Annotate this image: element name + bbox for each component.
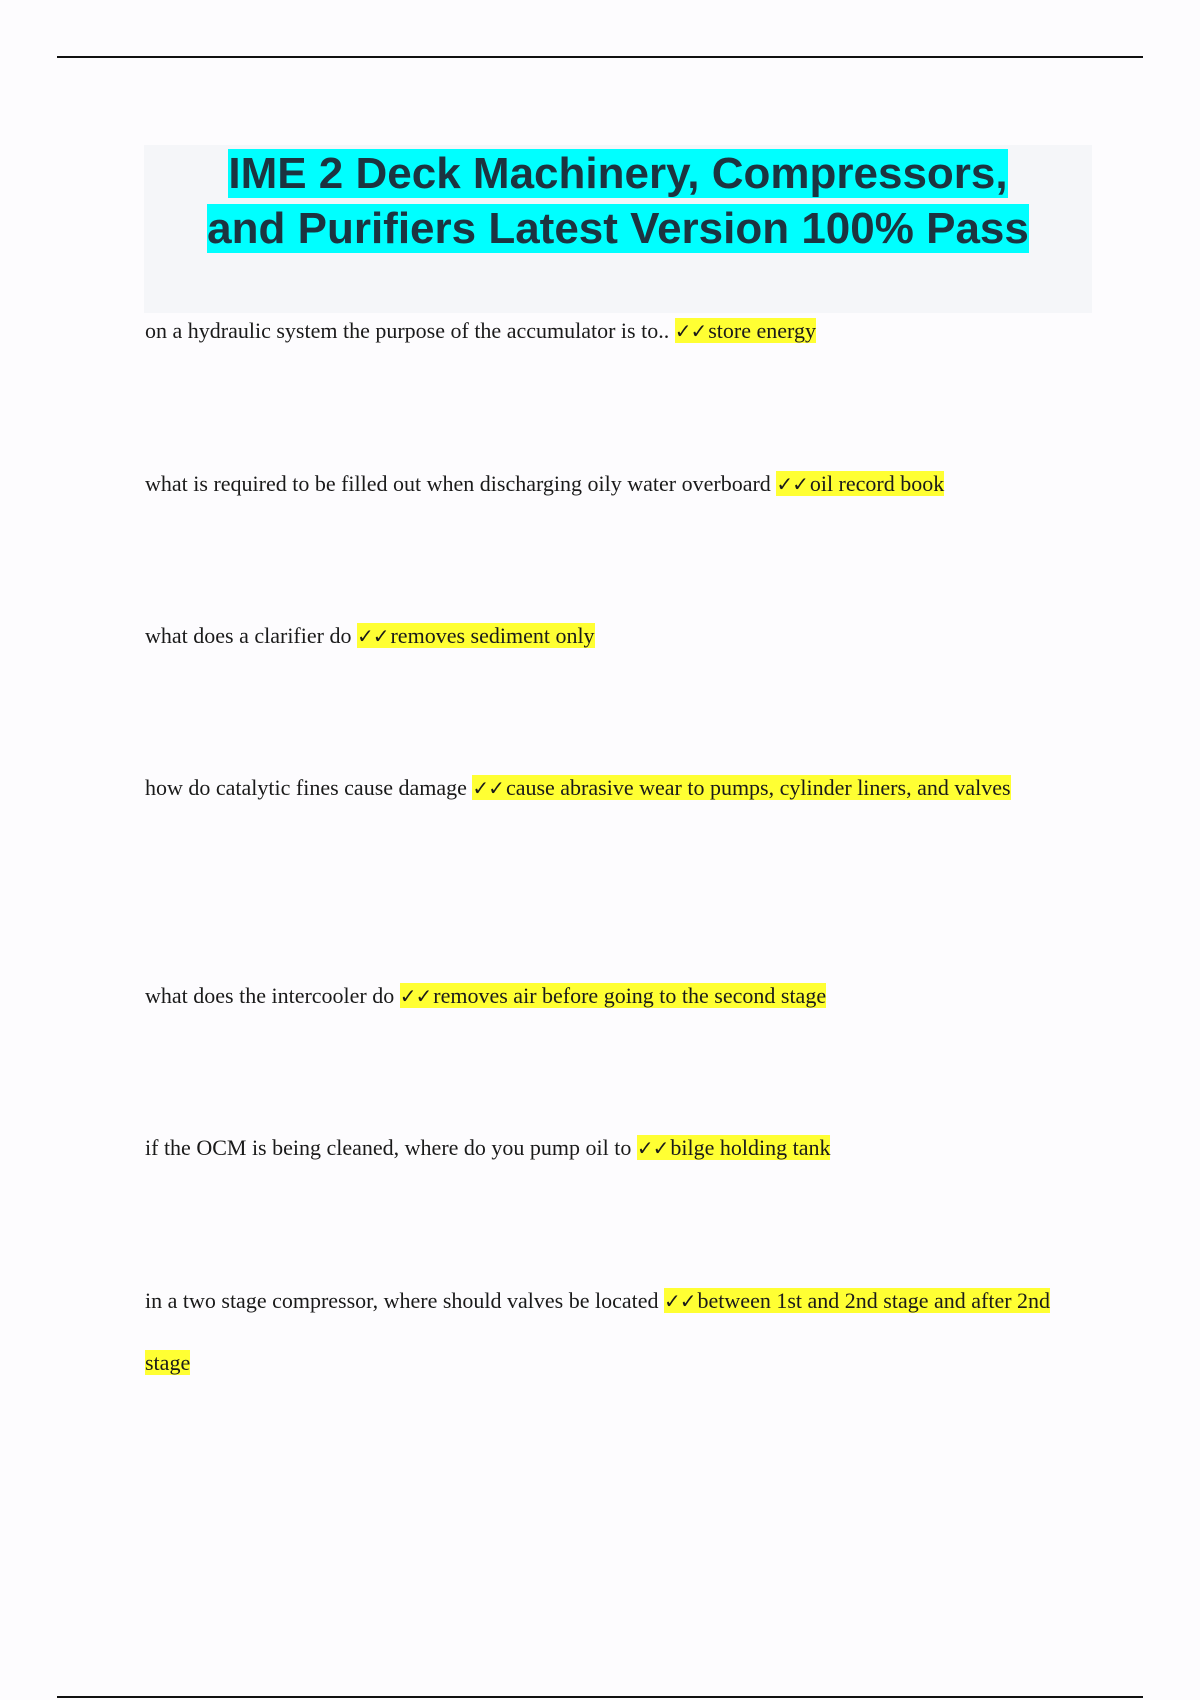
answer-text: removes air before going to the second stage <box>433 983 827 1008</box>
double-check-icon: ✓✓ <box>674 319 707 343</box>
answer-highlight <box>357 623 595 648</box>
question-text: if the OCM is being cleaned, where do you pump oil to <box>145 1135 632 1160</box>
answer-highlight <box>776 471 944 496</box>
answer-text: oil record book <box>809 471 945 496</box>
question-text: what does the intercooler do <box>145 983 395 1008</box>
double-check-icon: ✓✓ <box>356 624 389 648</box>
answer-highlight <box>400 983 826 1008</box>
answer-text: removes sediment only <box>390 623 595 648</box>
answer-text: store energy <box>708 318 816 343</box>
double-check-icon: ✓✓ <box>664 1289 696 1313</box>
question-text: what does a clarifier do <box>145 623 352 648</box>
question-text: in a two stage compressor, where should valves be located <box>145 1288 659 1313</box>
answer-highlight <box>675 318 816 343</box>
double-check-icon: ✓✓ <box>472 776 504 800</box>
answer-highlight <box>637 1135 831 1160</box>
question-text: what is required to be filled out when discharging oily water overboard <box>145 471 771 496</box>
question-text: on a hydraulic system the purpose of the accumulator is to.. <box>145 318 670 343</box>
qa-item-4 <box>145 757 1085 819</box>
qa-item-3 <box>145 605 1085 667</box>
answer-text: bilge holding tank <box>670 1135 831 1160</box>
document-title <box>144 145 1092 256</box>
title-line-1: IME 2 Deck Machinery, Compressors, <box>228 149 1008 198</box>
qa-item-5 <box>145 965 1085 1027</box>
double-check-icon: ✓✓ <box>399 984 432 1008</box>
title-line-2: and Purifiers Latest Version 100% Pass <box>207 204 1029 253</box>
qa-item-1 <box>145 300 1085 362</box>
question-text: how do catalytic fines cause damage <box>145 775 467 800</box>
double-check-icon: ✓✓ <box>776 472 808 496</box>
answer-text: cause abrasive wear to pumps, cylinder liners, and valves <box>505 775 1011 800</box>
bottom-rule <box>57 1696 1143 1698</box>
top-rule <box>57 56 1143 58</box>
qa-item-7 <box>145 1270 1085 1393</box>
double-check-icon: ✓✓ <box>636 1136 669 1160</box>
answer-highlight <box>472 775 1010 800</box>
answer-text: between 1st and 2nd stage and after 2nd stage <box>145 1288 1051 1375</box>
qa-item-2 <box>145 453 1085 515</box>
qa-item-6 <box>145 1117 1085 1179</box>
title-block <box>144 145 1092 313</box>
